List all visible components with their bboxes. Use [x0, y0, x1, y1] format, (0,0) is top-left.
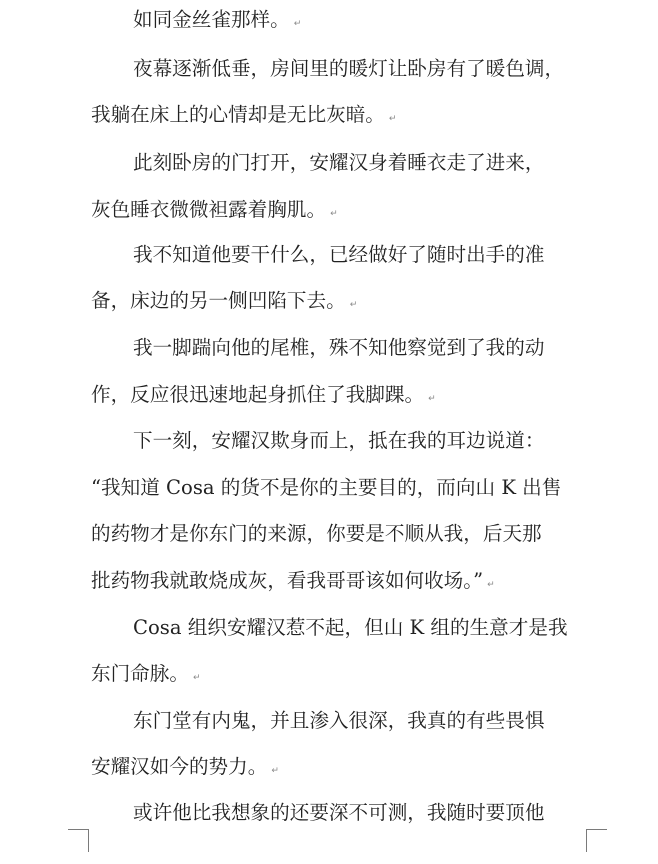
paragraph-mark-icon: ↵ — [192, 673, 201, 683]
paragraph-6-line-1: 下一刻，安耀汉欺身而上，抵在我的耳边说道： — [133, 429, 545, 452]
paragraph-6-line-2: “我知道 Cosa 的货不是你的主要目的，而向山 K 出售 — [91, 476, 562, 499]
paragraph-8-line-1: 东门堂有内鬼，并且渗入很深，我真的有些畏惧 — [133, 709, 545, 732]
paragraph-4-line-1: 我不知道他要干什么，已经做好了随时出手的准 — [133, 243, 545, 266]
paragraph-mark-icon: ↵ — [388, 114, 397, 124]
paragraph-6-line-4: 批药物我就敢烧成灰，看我哥哥该如何收场。” ↵ — [91, 569, 591, 597]
paragraph-7-line-1: Cosa 组织安耀汉惹不起，但山 K 组的生意才是我 — [133, 616, 568, 639]
paragraph-mark-icon: ↵ — [330, 209, 338, 219]
page-corner-mark-left — [68, 829, 89, 852]
paragraph-6-line-3: 的药物才是你东门的来源，你要是不顺从我，后天那 — [91, 522, 542, 545]
paragraph-mark-icon: ↵ — [349, 300, 358, 310]
paragraph-3-line-2: 灰色睡衣微微袒露着胸肌。 ↵ — [91, 198, 591, 226]
page-corner-mark-right — [586, 829, 607, 852]
paragraph-8-line-2: 安耀汉如今的势力。 ↵ — [91, 755, 591, 783]
paragraph-4-line-2: 备，床边的另一侧凹陷下去。 ↵ — [91, 289, 591, 317]
paragraph-9-line-1: 或许他比我想象的还要深不可测，我随时要顶他 — [133, 801, 545, 824]
paragraph-5-line-1: 我一脚踹向他的尾椎，殊不知他察觉到了我的动 — [133, 336, 545, 359]
paragraph-3-line-1: 此刻卧房的门打开，安耀汉身着睡衣走了进来， — [133, 151, 545, 174]
paragraph-mark-icon: ↵ — [271, 766, 279, 776]
paragraph-7-line-2: 东门命脉。 ↵ — [91, 662, 591, 690]
paragraph-mark-icon: ↵ — [293, 19, 302, 29]
paragraph-1-line-1: 如同金丝雀那样。 ↵ — [133, 8, 591, 36]
paragraph-mark-icon: ↵ — [487, 580, 495, 590]
paragraph-2-line-2: 我躺在床上的心情却是无比灰暗。 ↵ — [91, 103, 591, 131]
paragraph-2-line-1: 夜幕逐渐低垂，房间里的暖灯让卧房有了暖色调， — [133, 57, 565, 80]
paragraph-5-line-2: 作，反应很迅速地起身抓住了我脚踝。 ↵ — [91, 383, 591, 411]
paragraph-mark-icon: ↵ — [428, 394, 436, 404]
